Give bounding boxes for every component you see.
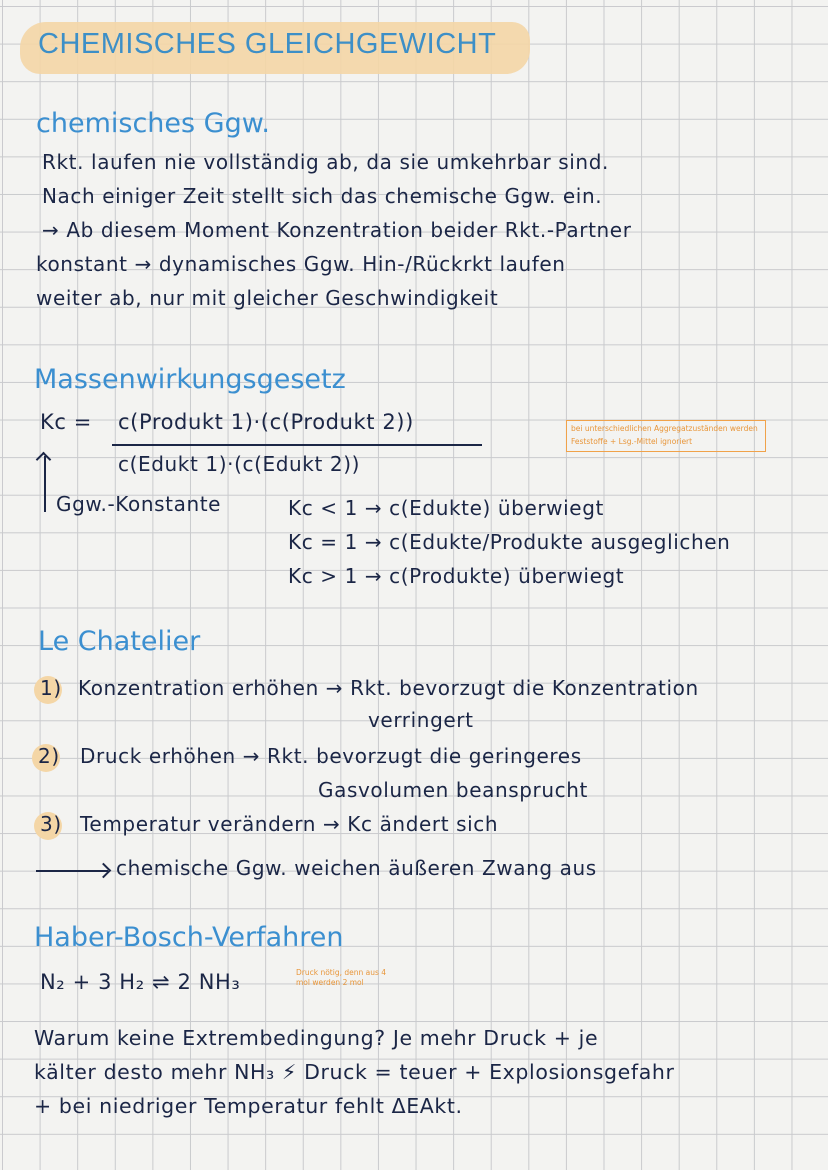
- conclusion: chemische Ggw. weichen äußeren Zwang aus: [116, 856, 597, 880]
- page-title: CHEMISCHES GLEICHGEWICHT: [38, 28, 497, 60]
- text-line: kälter desto mehr NH₃ ⚡ Druck = teuer + Explosionsgefahr: [34, 1060, 675, 1084]
- text-line: konstant → dynamisches Ggw. Hin-/Rückrkt laufen: [36, 252, 566, 276]
- section-heading-massenwirkungsgesetz: Massenwirkungsgesetz: [34, 364, 346, 395]
- le-chatelier-item-cont: Gasvolumen beansprucht: [318, 778, 588, 802]
- long-arrow-icon: [36, 870, 108, 872]
- formula-denominator: c(Edukt 1)·(c(Edukt 2)): [118, 452, 360, 476]
- kc-label: Kc =: [40, 410, 92, 434]
- aggregate-note: bei unterschiedlichen Aggregatzuständen werden Feststoffe + Lsg.-Mittel ignoriert: [566, 420, 766, 452]
- le-chatelier-item-cont: verringert: [368, 708, 474, 732]
- fraction-line: [112, 444, 482, 446]
- text-line: Nach einiger Zeit stellt sich das chemische Ggw. ein.: [42, 184, 603, 208]
- le-chatelier-item: Konzentration erhöhen → Rkt. bevorzugt die Konzentration: [78, 676, 699, 700]
- section-heading-le-chatelier: Le Chatelier: [38, 626, 201, 657]
- constant-label: Ggw.-Konstante: [56, 492, 222, 516]
- text-line: → Ab diesem Moment Konzentration beider Rkt.-Partner: [42, 218, 632, 242]
- formula-numerator: c(Produkt 1)·(c(Produkt 2)): [118, 410, 414, 434]
- text-line: weiter ab, nur mit gleicher Geschwindigkeit: [36, 286, 499, 310]
- item-number: 1): [40, 676, 62, 700]
- section-heading-haber-bosch: Haber-Bosch-Verfahren: [34, 922, 344, 953]
- section-heading-chemisches-ggw: chemisches Ggw.: [36, 108, 270, 139]
- arrow-up-icon: [44, 456, 46, 512]
- kc-case: Kc > 1 → c(Produkte) überwiegt: [288, 564, 625, 588]
- le-chatelier-item: Druck erhöhen → Rkt. bevorzugt die geringeres: [80, 744, 582, 768]
- kc-case: Kc < 1 → c(Edukte) überwiegt: [288, 496, 604, 520]
- text-line: + bei niedriger Temperatur fehlt ΔEAkt.: [34, 1094, 463, 1118]
- item-number: 3): [40, 812, 62, 836]
- reaction-equation: N₂ + 3 H₂ ⇌ 2 NH₃: [40, 970, 241, 994]
- text-line: Rkt. laufen nie vollständig ab, da sie umkehrbar sind.: [42, 150, 609, 174]
- kc-case: Kc = 1 → c(Edukte/Produkte ausgeglichen: [288, 530, 731, 554]
- text-line: Warum keine Extrembedingung? Je mehr Druck + je: [34, 1026, 599, 1050]
- le-chatelier-item: Temperatur verändern → Kc ändert sich: [80, 812, 499, 836]
- item-number: 2): [38, 744, 60, 768]
- equation-note: Druck nötig, denn aus 4 mol werden 2 mol: [296, 968, 387, 987]
